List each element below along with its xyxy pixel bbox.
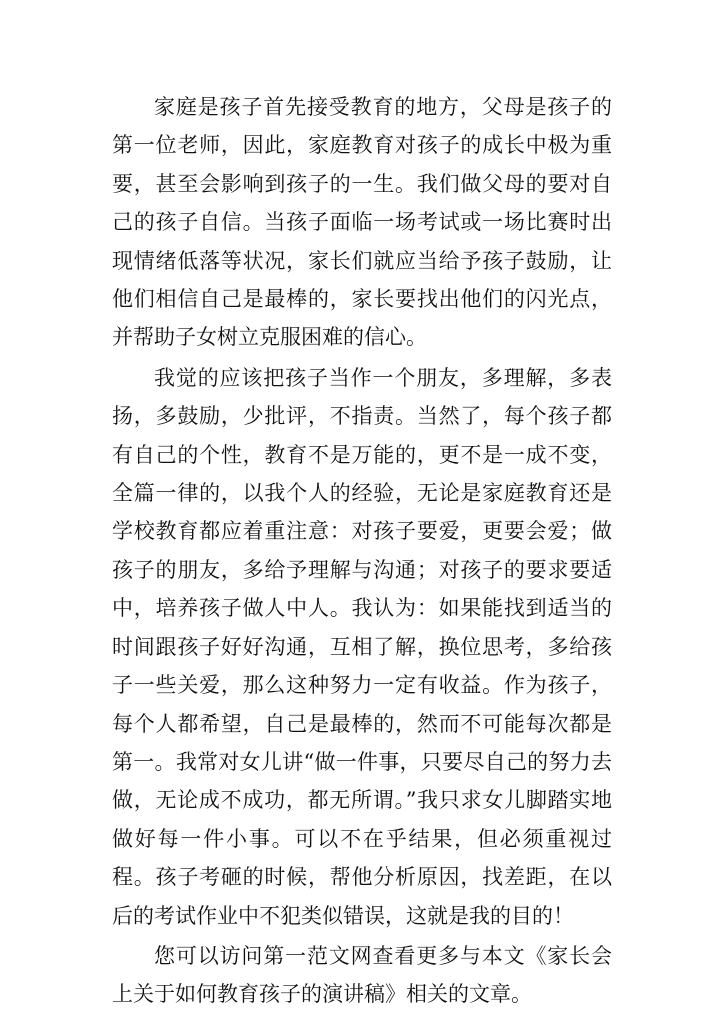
paragraph-3: 您可以访问第一范文网查看更多与本文《家长会上关于如何教育孩子的演讲稿》相关的文章。 xyxy=(112,943,612,1007)
paragraph-1: 家庭是孩子首先接受教育的地方，父母是孩子的第一位老师，因此，家庭教育对孩子的成长中极为重要，甚至会影响到孩子的一生。我们做父母的要对自己的孩子自信。当孩子面临一场考试或一场比赛时出现情绪低落等状况，家长们就应当给予孩子鼓励，让他们相信自己是最棒的，家长要找出他们的闪光点，并帮助子女树立克服困难的信心。 xyxy=(112,95,612,350)
paragraph-2: 我觉的应该把孩子当作一个朋友，多理解，多表扬，多鼓励，少批评，不指责。当然了，每个孩子都有自己的个性，教育不是万能的，更不是一成不变，全篇一律的，以我个人的经验，无论是家庭教育还是学校教育都应着重注意：对孩子要爱，更要会爱；做孩子的朋友，多给予理解与沟通；对孩子的要求要适中，培养孩子做人中人。我认为：如果能找到适当的时间跟孩子好好沟通，互相了解，换位思考，多给孩子一些关爱，那么这种努力一定有收益。作为孩子，每个人都希望，自己是最棒的，然而不可能每次都是第一。我常对女儿讲“做一件事，只要尽自己的努力去做，无论成不成功，都无所谓。”我只求女儿脚踏实地做好每一件小事。可以不在乎结果，但必须重视过程。孩子考砸的时候，帮他分析原因，找差距，在以后的考试作业中不犯类似错误，这就是我的目的！ xyxy=(112,365,612,928)
document-body xyxy=(112,88,612,1016)
